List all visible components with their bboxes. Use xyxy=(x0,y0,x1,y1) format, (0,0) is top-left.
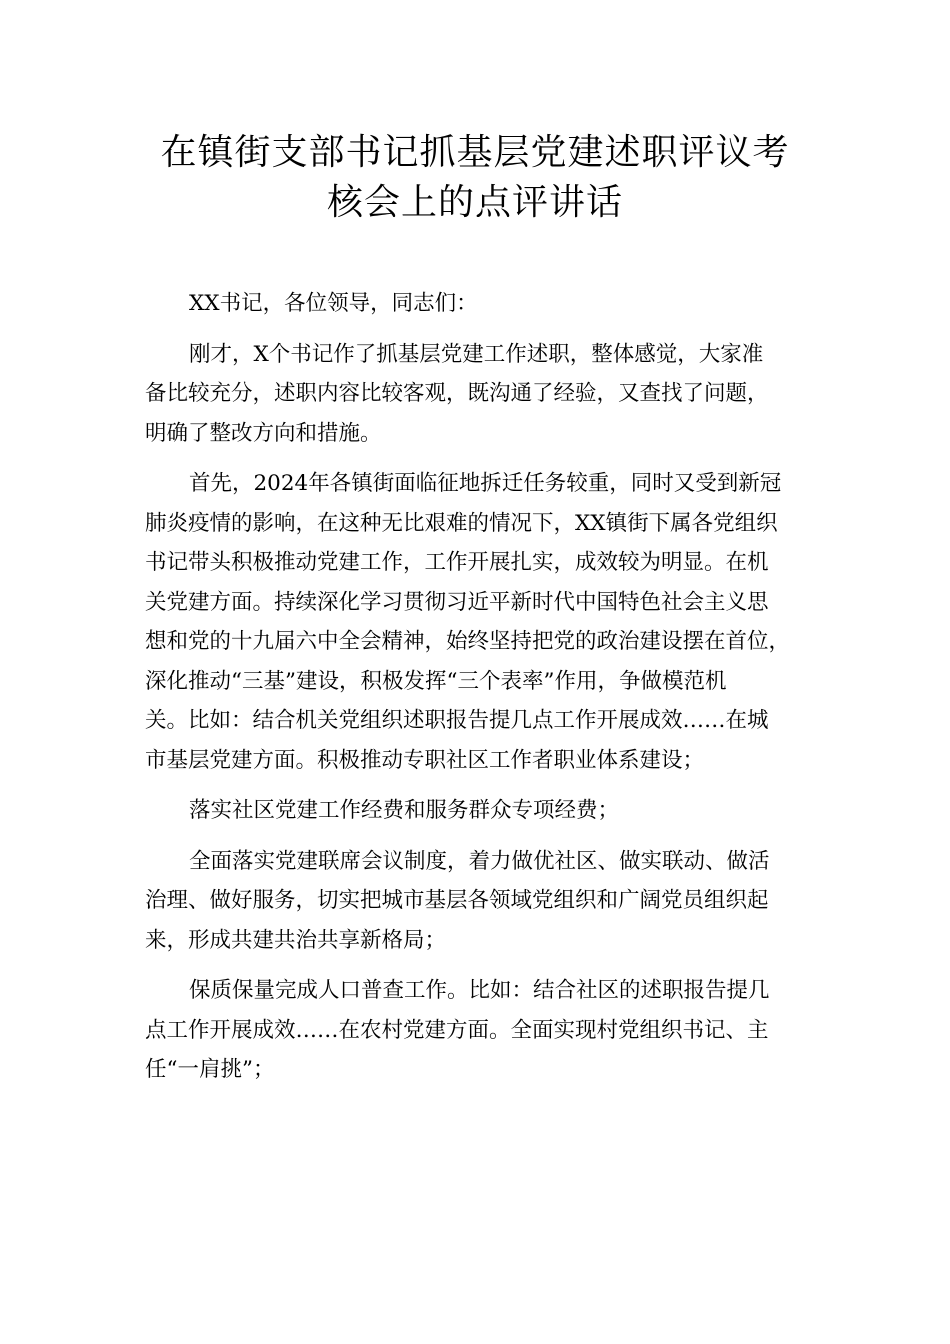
text-line: 关党建方面。持续深化学习贯彻习近平新时代中国特色社会主义思 xyxy=(145,589,769,615)
text-line: 刚才，X个书记作了抓基层党建工作述职，整体感觉，大家准 xyxy=(189,341,764,367)
body-paragraph xyxy=(145,464,825,780)
text-line: 市基层党建方面。积极推动专职社区工作者职业体系建设； xyxy=(145,747,705,773)
text-line: 深化推动“三基”建设，积极发挥“三个表率”作用，争做模范机 xyxy=(145,668,727,694)
text-line: 明确了整改方向和措施。 xyxy=(145,420,382,446)
salutation-paragraph xyxy=(145,284,825,324)
document-body xyxy=(145,284,825,1101)
text-line: 保质保量完成人口普查工作。比如：结合社区的述职报告提几 xyxy=(189,978,770,1003)
text-line: 备比较充分，述职内容比较客观，既沟通了经验，又查找了问题， xyxy=(145,381,769,406)
text-line: 肺炎疫情的影响，在这种无比艰难的情况下，XX镇街下属各党组织 xyxy=(145,510,778,536)
text-line: 点工作开展成效……在农村党建方面。全面实现村党组织书记、主 xyxy=(145,1017,769,1043)
title-line: 在镇街支部书记抓基层党建述职评议考 xyxy=(160,132,790,173)
text-line: 书记带头积极推动党建工作，工作开展扎实，成效较为明显。在机 xyxy=(145,550,769,575)
text-line: 全面落实党建联席会议制度，着力做优社区、做实联动、做活 xyxy=(189,848,770,874)
text-line: 来，形成共建共治共享新格局； xyxy=(145,927,447,953)
text-line: 关。比如：结合机关党组织述职报告提几点工作开展成效……在城 xyxy=(145,708,769,733)
body-paragraph xyxy=(145,842,825,961)
document-title xyxy=(120,128,830,228)
body-paragraph xyxy=(145,971,825,1090)
text-line: 首先，2024年各镇街面临征地拆迁任务较重，同时又受到新冠 xyxy=(189,471,782,496)
body-paragraph xyxy=(145,335,825,454)
text-line: 想和党的十九届六中全会精神，始终坚持把党的政治建设摆在首位， xyxy=(145,629,791,654)
title-line: 核会上的点评讲话 xyxy=(326,182,623,223)
text-line: 治理、做好服务，切实把城市基层各领域党组织和广阔党员组织起 xyxy=(145,888,769,913)
text-line: 任“一肩挑”； xyxy=(145,1057,275,1082)
text-line: 落实社区党建工作经费和服务群众专项经费； xyxy=(189,798,620,823)
body-paragraph xyxy=(145,791,825,831)
text-line: XX书记，各位领导，同志们： xyxy=(189,291,478,316)
